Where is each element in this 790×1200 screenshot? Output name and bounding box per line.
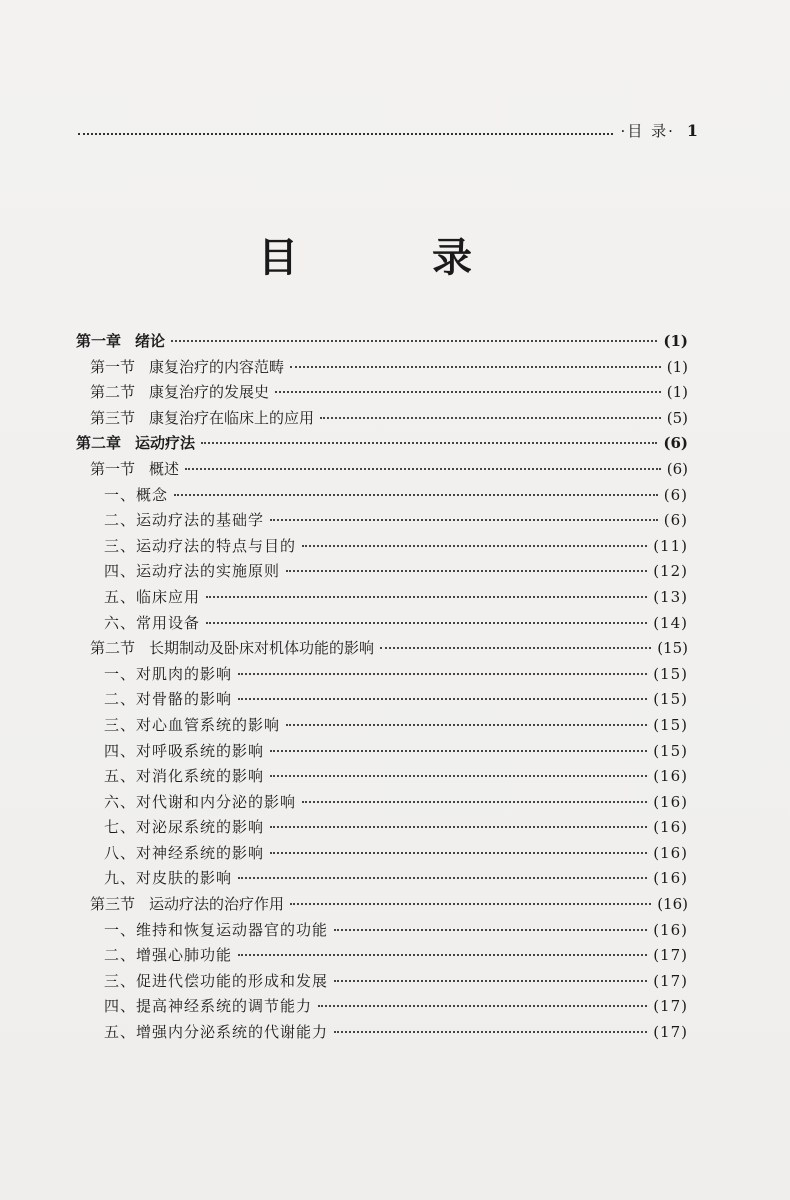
toc-subsection-row: [76, 970, 688, 996]
toc-subsection-row: [76, 944, 688, 970]
toc-entry-label: [104, 791, 296, 812]
toc-page-number: (6): [666, 459, 688, 478]
toc-page-number: (5): [666, 408, 688, 427]
toc-dot-leader: [270, 852, 647, 854]
toc-page-number: (15): [653, 664, 688, 683]
toc-page-number: (17): [653, 946, 688, 965]
toc-entry-number: 四、: [104, 997, 137, 1016]
toc-entry-title: 常用设备: [136, 613, 201, 632]
toc-entry-title: 运动疗法: [135, 434, 196, 453]
toc-entry-number: 六、: [104, 613, 137, 632]
toc-entry-number: 第三节: [90, 895, 136, 914]
toc-subsection-row: [76, 867, 688, 893]
toc-subsection-row: [76, 842, 688, 868]
toc-entry-label: [90, 893, 284, 914]
toc-dot-leader: [201, 442, 657, 444]
toc-dot-leader: [270, 750, 647, 752]
toc-entry-number: 五、: [104, 767, 137, 786]
toc-page-number: (12): [653, 562, 688, 581]
toc-entry-label: [104, 484, 168, 505]
toc-entry-title: 对骨骼的影响: [136, 690, 233, 709]
toc-entry-label: [76, 432, 195, 453]
toc-entry-title: 运动疗法的实施原则: [136, 562, 281, 581]
toc-dot-leader: [270, 519, 658, 521]
toc-entry-title: 对皮肤的影响: [136, 869, 233, 888]
toc-entry-label: [104, 919, 328, 940]
toc-entry-title: 对泌尿系统的影响: [136, 818, 265, 837]
toc-entry-title: 对呼吸系统的影响: [136, 741, 265, 760]
toc-dot-leader: [334, 980, 647, 982]
toc-subsection-row: [76, 765, 688, 791]
toc-dot-leader: [380, 647, 651, 649]
toc-entry-label: [104, 586, 200, 607]
toc-entry-label: [90, 458, 179, 479]
toc-entry-number: 二、: [104, 511, 137, 530]
toc-subsection-row: [76, 688, 688, 714]
toc-entry-label: [104, 944, 232, 965]
toc-entry-number: 五、: [104, 587, 137, 606]
toc-entry-title: 临床应用: [136, 587, 201, 606]
toc-subsection-row: [76, 740, 688, 766]
toc-page-number: (13): [653, 587, 688, 606]
toc-entry-label: [104, 995, 312, 1016]
toc-dot-leader: [318, 1005, 647, 1007]
toc-subsection-row: [76, 586, 688, 612]
toc-entry-label: [104, 816, 264, 837]
toc-dot-leader: [206, 596, 647, 598]
toc-entry-title: 维持和恢复运动器官的功能: [136, 920, 329, 939]
toc-entry-number: 六、: [104, 792, 137, 811]
toc-dot-leader: [286, 570, 647, 572]
toc-entry-title: 对代谢和内分泌的影响: [136, 792, 297, 811]
toc-page-number: (16): [653, 818, 688, 837]
toc-entry-label: [104, 612, 200, 633]
header-leader: [78, 125, 613, 135]
toc-page-number: (17): [653, 997, 688, 1016]
toc-entry-label: [104, 970, 328, 991]
toc-subsection-row: [76, 560, 688, 586]
toc-entry-title: 增强心肺功能: [136, 946, 233, 965]
toc-dot-leader: [290, 366, 661, 368]
toc-dot-leader: [171, 340, 657, 342]
toc-subsection-row: [76, 919, 688, 945]
toc-entry-label: [104, 740, 264, 761]
toc-page-number: (15): [657, 639, 688, 658]
toc-entry-label: [90, 356, 284, 377]
toc-page-number: (17): [653, 971, 688, 990]
toc-entry-number: 一、: [104, 920, 137, 939]
toc-entry-number: 八、: [104, 843, 137, 862]
header-page-number: 1: [686, 120, 698, 140]
toc-entry-title: 概述: [149, 459, 180, 478]
toc-entry-label: [76, 330, 165, 351]
toc-entry-label: [104, 535, 296, 556]
header-text: ·目 录·: [620, 121, 675, 140]
toc-subsection-row: [76, 791, 688, 817]
toc-entry-number: 七、: [104, 818, 137, 837]
toc-dot-leader: [185, 468, 661, 470]
toc-dot-leader: [302, 801, 647, 803]
toc-entry-label: [104, 509, 264, 530]
toc-entry-title: 运动疗法的特点与目的: [136, 536, 297, 555]
toc-section-row: [76, 637, 688, 663]
toc-section-row: [76, 407, 688, 433]
toc-entry-number: 四、: [104, 562, 137, 581]
toc-dot-leader: [238, 673, 647, 675]
toc-entry-number: 第一节: [90, 459, 136, 478]
toc-chapter-row: [76, 432, 688, 458]
toc-entry-title: 概念: [136, 485, 169, 504]
toc-dot-leader: [270, 826, 647, 828]
toc-page-number: (16): [653, 869, 688, 888]
toc-entry-number: 二、: [104, 690, 137, 709]
toc-entry-label: [90, 407, 314, 428]
toc-dot-leader: [270, 775, 647, 777]
toc-entry-number: 第二节: [90, 383, 136, 402]
toc-entry-title: 提高神经系统的调节能力: [136, 997, 313, 1016]
toc-entry-number: 二、: [104, 946, 137, 965]
toc-dot-leader: [286, 724, 647, 726]
toc-entry-number: 第一章: [76, 332, 122, 350]
table-of-contents: [76, 330, 688, 1047]
toc-subsection-row: [76, 612, 688, 638]
toc-page-number: (15): [653, 690, 688, 709]
toc-section-row: [76, 893, 688, 919]
toc-dot-leader: [320, 417, 661, 419]
toc-dot-leader: [290, 903, 651, 905]
toc-page-number: (17): [653, 1023, 688, 1042]
toc-entry-label: [104, 688, 232, 709]
toc-page-number: (1): [666, 383, 688, 402]
toc-entry-label: [104, 765, 264, 786]
toc-dot-leader: [174, 494, 658, 496]
toc-entry-label: [90, 381, 269, 402]
toc-entry-label: [104, 560, 280, 581]
toc-entry-label: [104, 842, 264, 863]
toc-dot-leader: [238, 698, 647, 700]
toc-entry-title: 对神经系统的影响: [136, 843, 265, 862]
toc-dot-leader: [206, 622, 647, 624]
toc-page-number: (16): [657, 895, 688, 914]
toc-page-number: (15): [653, 715, 688, 734]
toc-page-number: (16): [653, 792, 688, 811]
toc-entry-title: 对心血管系统的影响: [136, 715, 281, 734]
toc-entry-number: 四、: [104, 741, 137, 760]
toc-dot-leader: [334, 929, 647, 931]
toc-subsection-row: [76, 1021, 688, 1047]
toc-dot-leader: [275, 391, 661, 393]
toc-entry-number: 第二章: [76, 434, 122, 453]
toc-entry-title: 对消化系统的影响: [136, 767, 265, 786]
toc-entry-number: 九、: [104, 869, 137, 888]
toc-entry-title: 绪论: [135, 332, 166, 350]
toc-entry-number: 三、: [104, 536, 137, 555]
toc-chapter-row: [76, 330, 688, 356]
toc-entry-title: 康复治疗的内容范畴: [149, 357, 285, 376]
toc-entry-number: 一、: [104, 664, 137, 683]
toc-entry-title: 促进代偿功能的形成和发展: [136, 971, 329, 990]
toc-entry-number: 三、: [104, 971, 137, 990]
toc-subsection-row: [76, 995, 688, 1021]
toc-dot-leader: [302, 545, 647, 547]
toc-page-number: (15): [653, 741, 688, 760]
toc-entry-title: 运动疗法的基础学: [136, 511, 265, 530]
toc-entry-title: 运动疗法的治疗作用: [149, 895, 285, 914]
toc-page-number: (16): [653, 920, 688, 939]
toc-entry-title: 对肌肉的影响: [136, 664, 233, 683]
toc-page-number: (6): [663, 485, 688, 504]
toc-page-number: (6): [663, 434, 688, 453]
toc-entry-title: 康复治疗的发展史: [149, 383, 270, 402]
page-title: 目 录: [258, 235, 532, 281]
toc-entry-label: [90, 637, 374, 658]
running-header: [78, 118, 698, 142]
toc-subsection-row: [76, 714, 688, 740]
toc-subsection-row: [76, 535, 688, 561]
toc-entry-label: [104, 867, 232, 888]
toc-subsection-row: [76, 816, 688, 842]
toc-page-number: (1): [663, 332, 688, 350]
toc-entry-label: [104, 663, 232, 684]
toc-section-row: [76, 458, 688, 484]
toc-entry-title: 康复治疗在临床上的应用: [149, 408, 315, 427]
toc-dot-leader: [238, 877, 647, 879]
toc-entry-number: 五、: [104, 1023, 137, 1042]
toc-section-row: [76, 381, 688, 407]
toc-entry-label: [104, 714, 280, 735]
toc-entry-number: 三、: [104, 715, 137, 734]
toc-page-number: (11): [653, 536, 688, 555]
toc-section-row: [76, 356, 688, 382]
toc-page-number: (1): [666, 357, 688, 376]
toc-page-number: (16): [653, 767, 688, 786]
toc-dot-leader: [334, 1031, 647, 1033]
toc-entry-number: 第三节: [90, 408, 136, 427]
toc-subsection-row: [76, 509, 688, 535]
toc-subsection-row: [76, 484, 688, 510]
toc-entry-title: 长期制动及卧床对机体功能的影响: [149, 639, 375, 658]
toc-entry-number: 第一节: [90, 357, 136, 376]
toc-page-number: (6): [663, 511, 688, 530]
toc-entry-title: 增强内分泌系统的代谢能力: [136, 1023, 329, 1042]
toc-entry-number: 一、: [104, 485, 137, 504]
toc-page-number: (14): [653, 613, 688, 632]
toc-entry-number: 第二节: [90, 639, 136, 658]
toc-subsection-row: [76, 663, 688, 689]
toc-dot-leader: [238, 954, 647, 956]
toc-entry-label: [104, 1021, 328, 1042]
toc-page-number: (16): [653, 843, 688, 862]
